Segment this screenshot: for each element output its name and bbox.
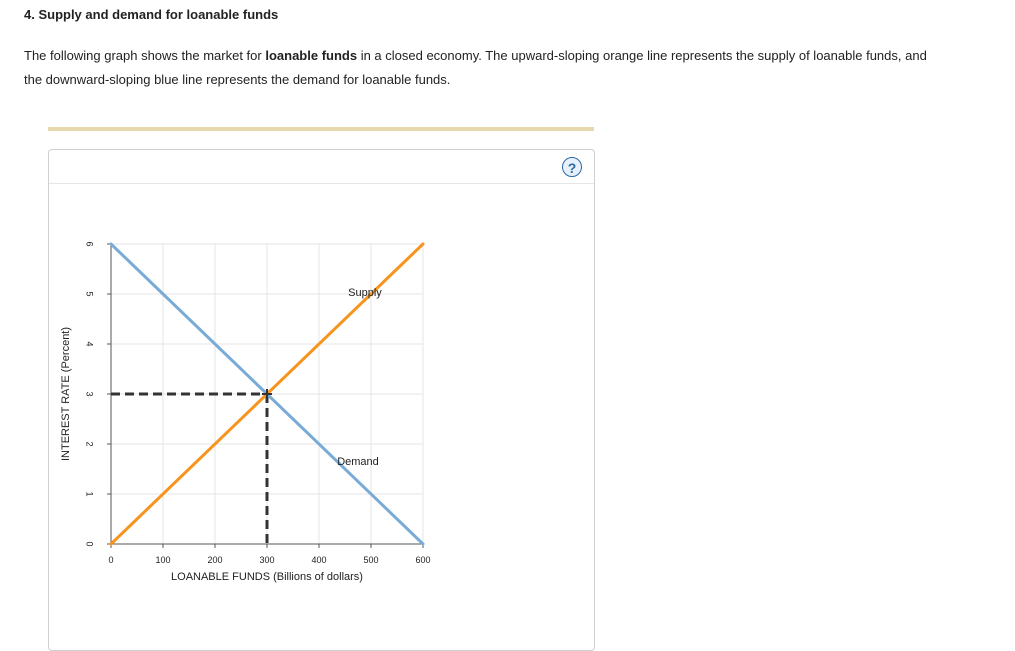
y-tick-label-2: 2 bbox=[84, 441, 95, 447]
y-tick-label-6: 6 bbox=[84, 241, 95, 247]
y-tick-label-1: 1 bbox=[84, 491, 95, 497]
intro-text-part1: The following graph shows the market for bbox=[24, 48, 266, 63]
x-tick-label-400: 400 bbox=[311, 555, 327, 565]
y-tick-label-5: 5 bbox=[84, 291, 95, 297]
section-divider bbox=[48, 127, 594, 131]
question-title: 4. Supply and demand for loanable funds bbox=[24, 7, 279, 22]
x-tick-label-500: 500 bbox=[363, 555, 379, 565]
loanable-funds-chart bbox=[49, 150, 594, 650]
intro-text-part2: in a closed economy. The upward-sloping orange line represents the supply of loanable funds, and the downward-sloping blue line represents the demand for loanable funds. bbox=[24, 48, 927, 87]
x-axis-title: LOANABLE FUNDS (Billions of dollars) bbox=[171, 571, 363, 583]
x-tick-label-200: 200 bbox=[207, 555, 223, 565]
y-tick-label-4: 4 bbox=[84, 341, 95, 347]
x-tick-label-600: 600 bbox=[415, 555, 431, 565]
x-tick-label-100: 100 bbox=[155, 555, 171, 565]
y-axis-title: INTEREST RATE (Percent) bbox=[60, 326, 72, 462]
x-tick-label-0: 0 bbox=[108, 555, 114, 565]
y-tick-label-3: 3 bbox=[84, 391, 95, 397]
help-icon[interactable]: ? bbox=[562, 157, 582, 177]
intro-text-bold: loanable funds bbox=[265, 48, 358, 63]
supply-curve-label: Supply bbox=[348, 287, 382, 299]
graph-panel bbox=[48, 149, 595, 651]
demand-curve-label: Demand bbox=[337, 456, 379, 468]
y-tick-label-0: 0 bbox=[84, 541, 95, 547]
x-tick-label-300: 300 bbox=[259, 555, 275, 565]
question-intro bbox=[24, 44, 944, 92]
